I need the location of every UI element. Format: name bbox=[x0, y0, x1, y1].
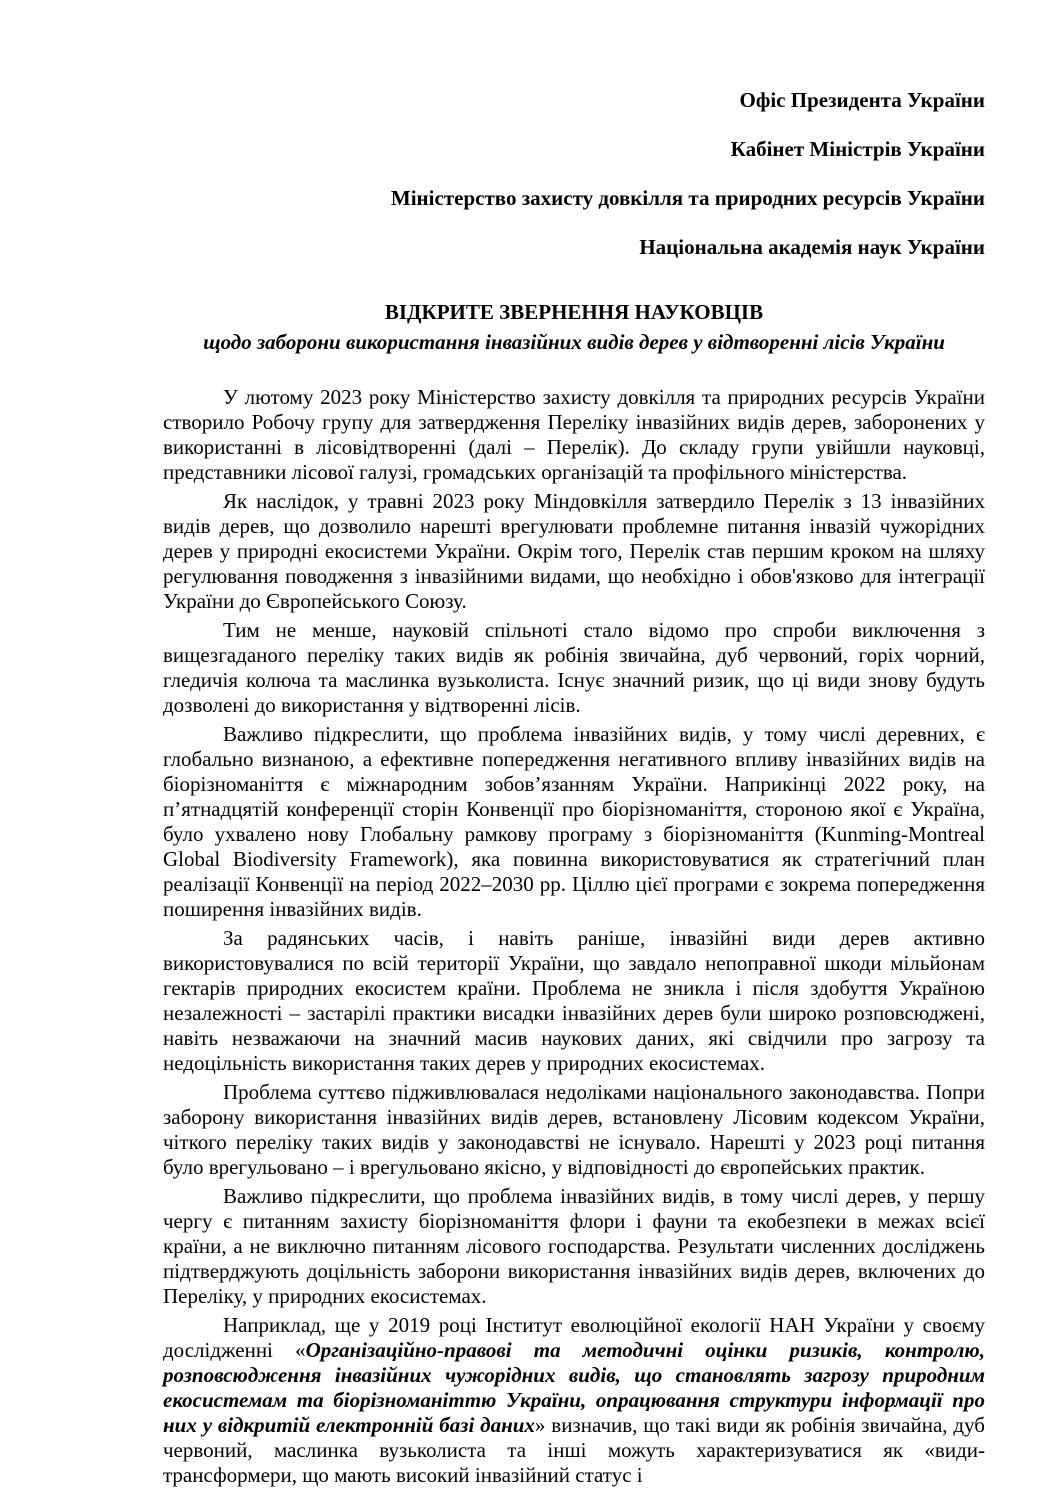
paragraph-soviet-times: За радянських часів, і навіть раніше, інвазійні види дерев активно використовувалися по всій території України, що завдало непоправної шкоди мільйонам гектарів природних екосистем країни. Проблема не зникла і після здобуття Україною незалежності – застарілі практики висадки інвазійних дерев були широко розповсюджені, навіть незважаючи на значний масив наукових даних, які свідчили про загрозу та недоцільність використання таких дерев у природних екосистемах. bbox=[163, 926, 985, 1075]
paragraph-exclusion-attempts: Тим не менше, науковій спільноті стало відомо про спроби виключення з вищезгаданого переліку таких видів як робінія звичайна, дуб червоний, горіх чорний, гледичія колюча та маслинка вузьколиста. Існує значний ризик, що ці види знову будуть дозволені до використання у відтворенні лісів. bbox=[163, 618, 985, 717]
addressee-block bbox=[163, 88, 985, 260]
addressee-line-academy: Національна академія наук України bbox=[639, 235, 985, 259]
paragraph-biodiversity-issue: Важливо підкреслити, що проблема інвазійних видів, в тому числі дерев, у першу чергу є питанням захисту біорізноманіття флори і фауни та екобезпеки в межах всієї країни, а не виключно питанням лісового господарства. Результати численних досліджень підтверджують доцільність заборони використання інвазійних видів дерев, включених до Переліку, у природних екосистемах. bbox=[163, 1184, 985, 1308]
study-title-text: Організаційно-правові та методичні оцінки ризиків, контролю, розповсюдження інвазійних чужорідних видів, що становлять загрозу природним екосистемам та біорізноманіттю України, опрацювання структури інформації про них у відкритій електронній базі даних bbox=[163, 1338, 985, 1437]
paragraph-legislation-gaps: Проблема суттєво підживлювалася недоліками національного законодавства. Попри заборону використання інвазійних видів дерев, встановлену Лісовим кодексом України, чіткого переліку таких видів у законодавстві не існувало. Нарешті у 2023 році питання було врегульовано – і врегульовано якісно, у відповідності до європейських практик. bbox=[163, 1080, 985, 1179]
paragraph-global-problem: Важливо підкреслити, що проблема інвазійних видів, у тому числі деревних, є глобально визнаною, а ефективне попередження негативного впливу інвазійних видів на біорізноманіття є міжнародним зобов’язанням України. Наприкінці 2022 року, на п’ятнадцятій конференції сторін Конвенції про біорізноманіття, стороною якої є Україна, було ухвалено нову Глобальну рамкову програму з біорізноманіття (Kunming-Montreal Global Biodiversity Framework), яка повинна використовуватися як стратегічний план реалізації Конвенції на період 2022–2030 рр. Ціллю цієї програми є зокрема попередження поширення інвазійних видів. bbox=[163, 722, 985, 921]
document-body bbox=[163, 385, 985, 1488]
addressee-line-president-office: Офіс Президента України bbox=[739, 88, 985, 112]
addressee-line-cabinet: Кабінет Міністрів України bbox=[730, 137, 985, 161]
paragraph-working-group: У лютому 2023 року Міністерство захисту довкілля та природних ресурсів України створило Робочу групу для затвердження Переліку інвазійних видів дерев, заборонених у використанні в лісовідтворенні (далі – Перелік). До складу групи увійшли науковці, представники лісової галузі, громадських організацій та профільного міністерства. bbox=[163, 385, 985, 484]
paragraph-list-approved: Як наслідок, у травні 2023 року Міндовкілля затвердило Перелік з 13 інвазійних видів дерев, що дозволило нарешті врегулювати проблемне питання інвазій чужорідних дерев у природні екосистеми України. Окрім того, Перелік став першим кроком на шляху регулювання поводження з інвазійними видами, що необхідно і обов'язково для інтеграції України до Європейського Союзу. bbox=[163, 489, 985, 613]
document-title: ВІДКРИТЕ ЗВЕРНЕННЯ НАУКОВЦІВ bbox=[384, 300, 764, 324]
study-intro-text: Наприклад, ще у 2019 році Інститут еволюційної екології НАН України у своєму дослідженні « bbox=[163, 1313, 985, 1362]
study-conclusion-text: » визначив, що такі види як робінія звичайна, дуб червоний, маслинка вузьколиста та інші можуть характеризуватися як «види-трансформери, що мають високий інвазійний статус і bbox=[163, 1413, 985, 1487]
paragraph-institute-study bbox=[163, 1313, 985, 1488]
document-subtitle: щодо заборони використання інвазійних видів дерев у відтворенні лісів України bbox=[203, 330, 945, 354]
addressee-line-ministry: Міністерство захисту довкілля та природних ресурсів України bbox=[390, 186, 985, 210]
